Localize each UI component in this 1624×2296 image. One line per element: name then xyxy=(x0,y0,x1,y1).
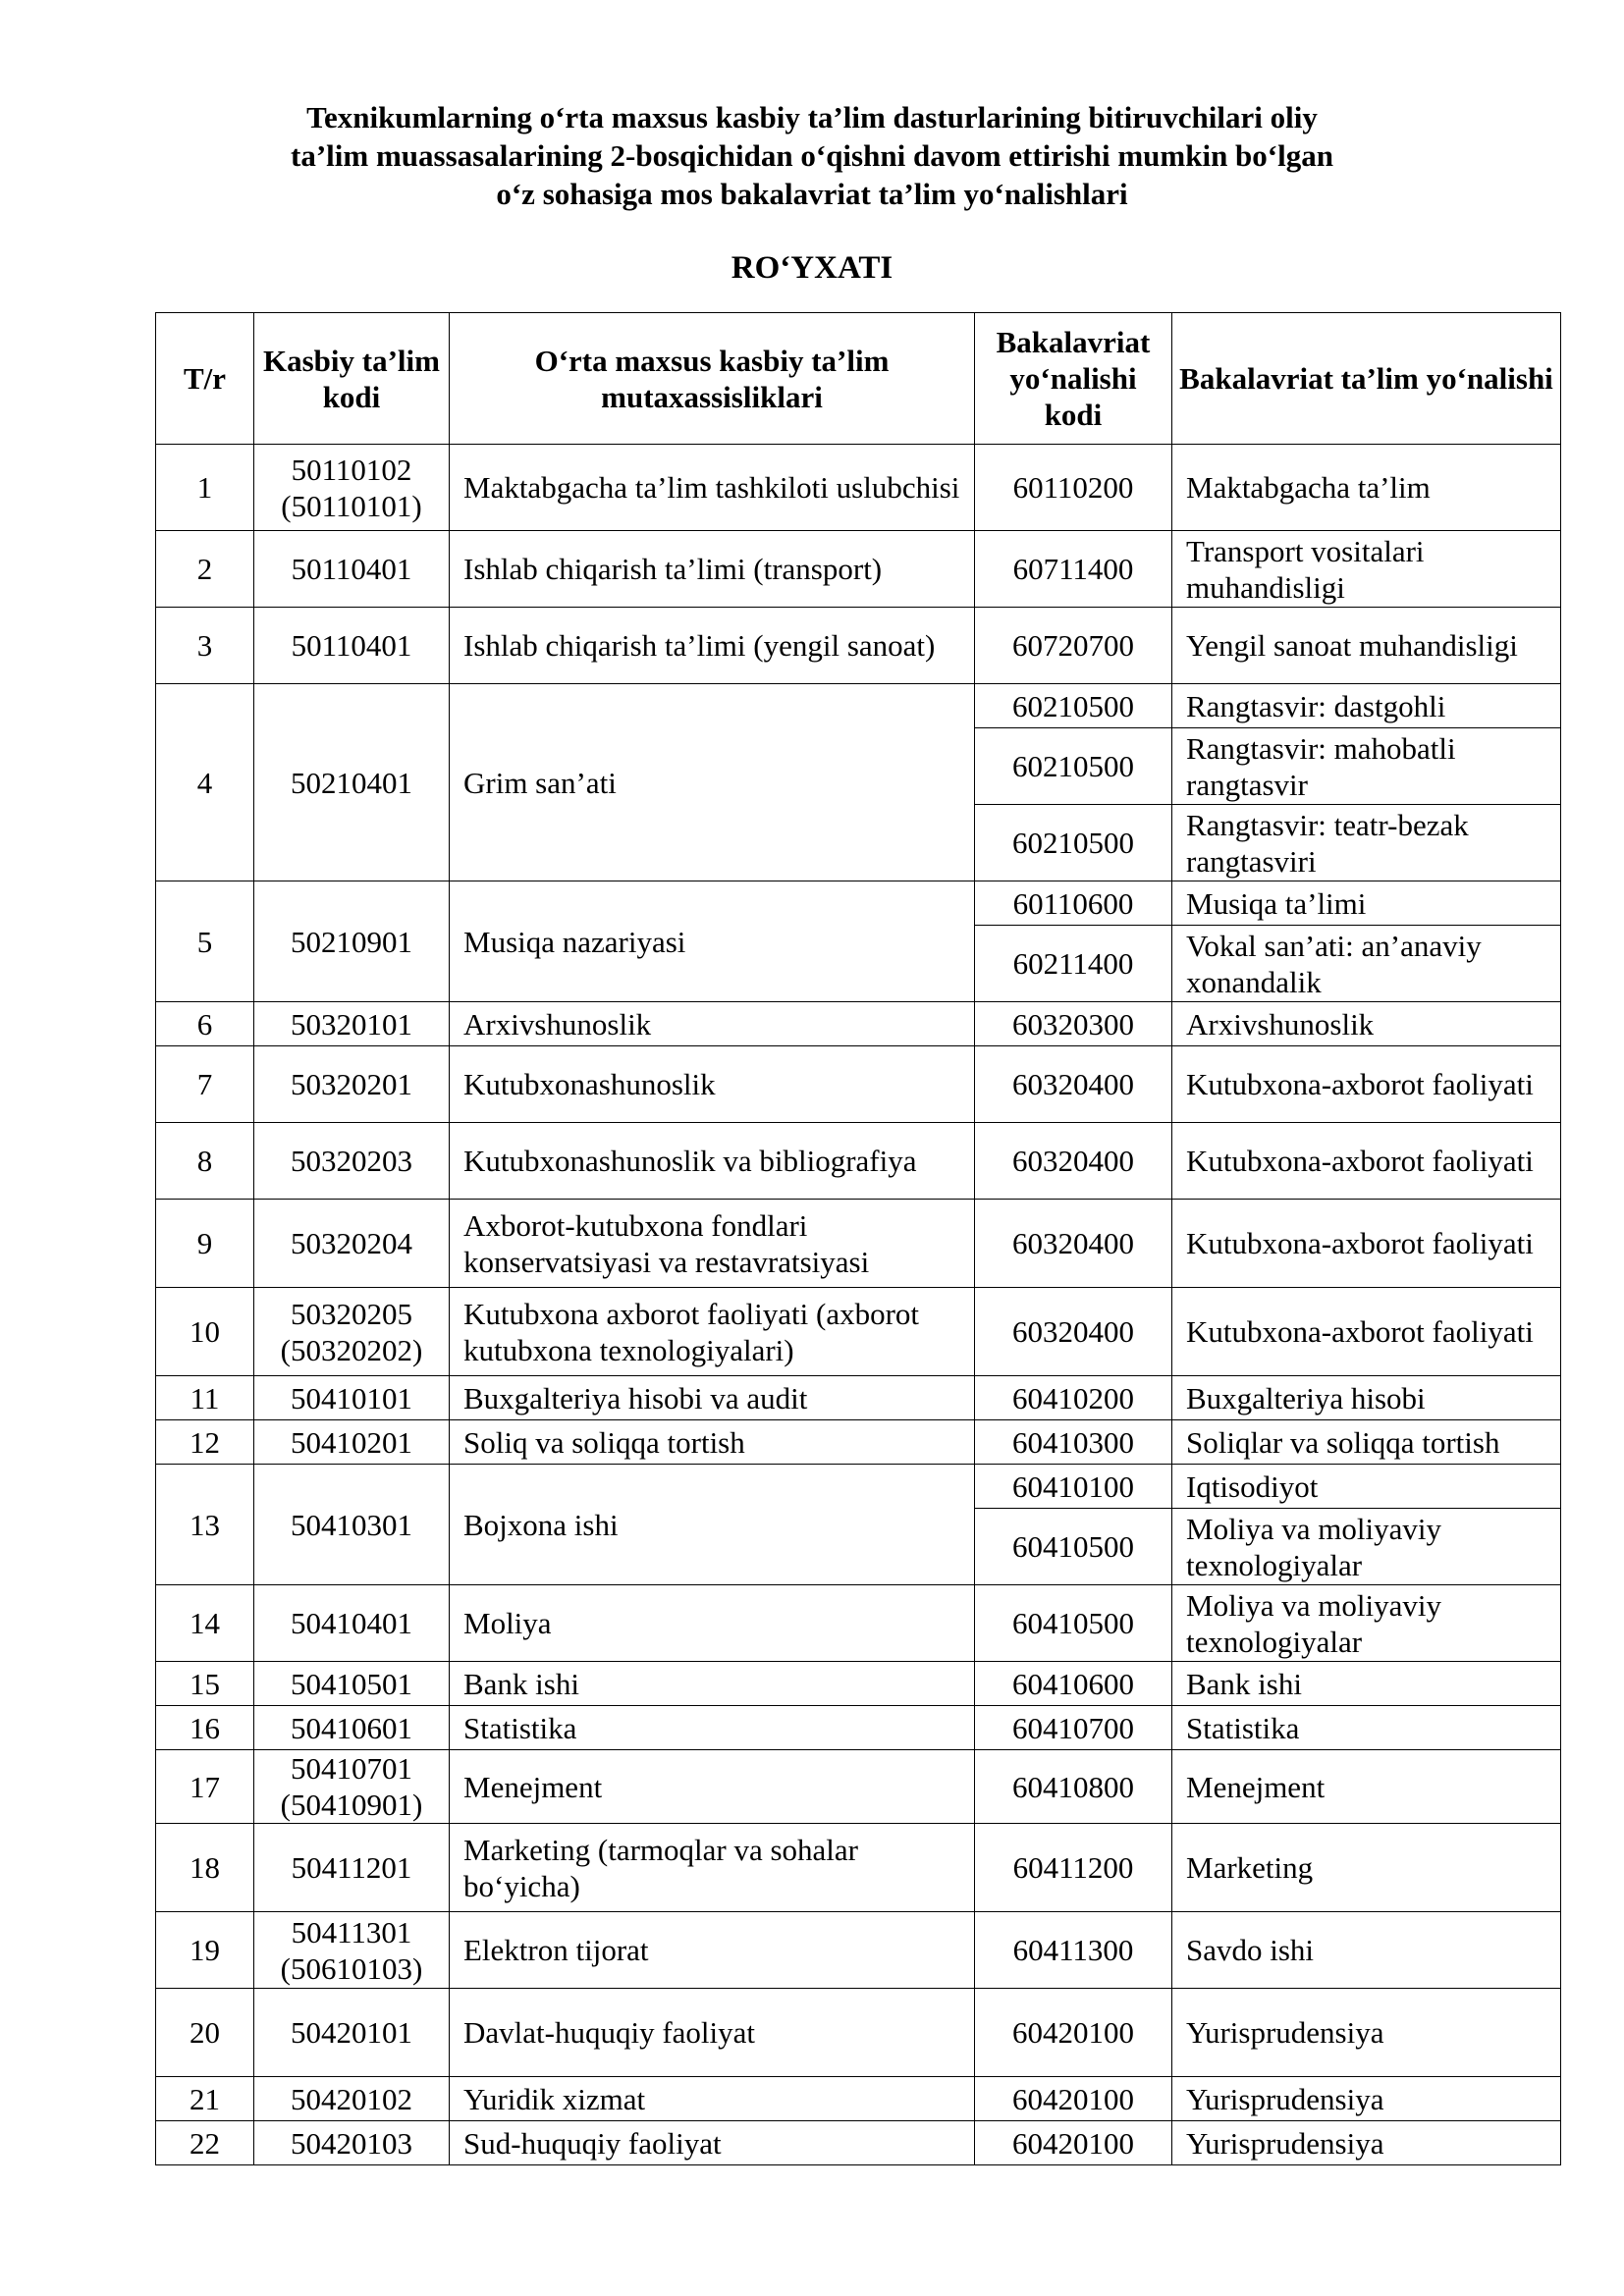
bachelor-direction-cell: Bank ishi xyxy=(1172,1662,1561,1706)
table-row xyxy=(156,608,1561,684)
vocational-code-cell: 50420101 xyxy=(254,1989,450,2077)
vocational-code-cell: 50410501 xyxy=(254,1662,450,1706)
row-number-cell: 2 xyxy=(156,531,254,608)
column-header-bachelor-direction: Bakalavriat ta’lim yo‘nalishi xyxy=(1172,313,1561,445)
vocational-code-cell: 50411201 xyxy=(254,1824,450,1912)
vocational-code-cell: 50210901 xyxy=(254,881,450,1002)
bachelor-direction-cell: Vokal san’ati: an’anaviy xonandalik xyxy=(1172,926,1561,1002)
vocational-code-cell: 50410201 xyxy=(254,1420,450,1465)
table-row xyxy=(156,1002,1561,1046)
table-row xyxy=(156,445,1561,531)
specialty-cell: Bojxona ishi xyxy=(450,1465,975,1585)
row-number-cell: 4 xyxy=(156,684,254,881)
bachelor-code-cell: 60410800 xyxy=(975,1750,1172,1824)
specialty-cell: Kutubxonashunoslik va bibliografiya xyxy=(450,1123,975,1200)
row-number-cell: 8 xyxy=(156,1123,254,1200)
vocational-code-cell: 50320203 xyxy=(254,1123,450,1200)
bachelor-direction-cell: Moliya va moliyaviy texnologiyalar xyxy=(1172,1509,1561,1585)
row-number-cell: 5 xyxy=(156,881,254,1002)
bachelor-code-cell: 60210500 xyxy=(975,728,1172,805)
specialty-cell: Buxgalteriya hisobi va audit xyxy=(450,1376,975,1420)
specialty-cell: Elektron tijorat xyxy=(450,1912,975,1989)
bachelor-direction-cell: Moliya va moliyaviy texnologiyalar xyxy=(1172,1585,1561,1662)
specialty-cell: Soliq va soliqqa tortish xyxy=(450,1420,975,1465)
bachelor-direction-cell: Kutubxona-axborot faoliyati xyxy=(1172,1046,1561,1123)
vocational-code-cell: 50320201 xyxy=(254,1046,450,1123)
bachelor-direction-cell: Musiqa ta’limi xyxy=(1172,881,1561,926)
row-number-cell: 9 xyxy=(156,1200,254,1288)
specialty-cell: Menejment xyxy=(450,1750,975,1824)
table-row xyxy=(156,1662,1561,1706)
specialty-cell: Kutubxonashunoslik xyxy=(450,1046,975,1123)
row-number-cell: 21 xyxy=(156,2077,254,2121)
vocational-code-cell: 50410301 xyxy=(254,1465,450,1585)
row-number-cell: 15 xyxy=(156,1662,254,1706)
table-row xyxy=(156,1824,1561,1912)
specialty-cell: Axborot-kutubxona fondlari konservatsiyasi va restavratsiyasi xyxy=(450,1200,975,1288)
vocational-code-cell: 50320101 xyxy=(254,1002,450,1046)
specialty-cell: Arxivshunoslik xyxy=(450,1002,975,1046)
bachelor-code-cell: 60720700 xyxy=(975,608,1172,684)
specialty-cell: Yuridik xizmat xyxy=(450,2077,975,2121)
table-row xyxy=(156,1420,1561,1465)
bachelor-direction-cell: Transport vositalari muhandisligi xyxy=(1172,531,1561,608)
row-number-cell: 16 xyxy=(156,1706,254,1750)
bachelor-direction-cell: Yurisprudensiya xyxy=(1172,1989,1561,2077)
table-row xyxy=(156,1465,1561,1509)
bachelor-code-cell: 60211400 xyxy=(975,926,1172,1002)
bachelor-direction-cell: Yurisprudensiya xyxy=(1172,2121,1561,2165)
row-number-cell: 20 xyxy=(156,1989,254,2077)
bachelor-direction-cell: Menejment xyxy=(1172,1750,1561,1824)
programs-table xyxy=(155,312,1561,2165)
row-number-cell: 3 xyxy=(156,608,254,684)
table-row xyxy=(156,2121,1561,2165)
specialty-cell: Davlat-huquqiy faoliyat xyxy=(450,1989,975,2077)
document-title xyxy=(147,98,1477,213)
bachelor-code-cell: 60411200 xyxy=(975,1824,1172,1912)
vocational-code-cell: 50420103 xyxy=(254,2121,450,2165)
table-row xyxy=(156,1989,1561,2077)
row-number-cell: 14 xyxy=(156,1585,254,1662)
specialty-cell: Kutubxona axborot faoliyati (axborot kutubxona texnologiyalari) xyxy=(450,1288,975,1376)
bachelor-code-cell: 60320400 xyxy=(975,1123,1172,1200)
vocational-code-cell: 50110401 xyxy=(254,608,450,684)
bachelor-code-cell: 60420100 xyxy=(975,2077,1172,2121)
table-row xyxy=(156,1706,1561,1750)
bachelor-direction-cell: Yengil sanoat muhandisligi xyxy=(1172,608,1561,684)
table-row xyxy=(156,881,1561,926)
specialty-cell: Sud-huquqiy faoliyat xyxy=(450,2121,975,2165)
table-row xyxy=(156,684,1561,728)
bachelor-direction-cell: Kutubxona-axborot faoliyati xyxy=(1172,1123,1561,1200)
bachelor-direction-cell: Iqtisodiyot xyxy=(1172,1465,1561,1509)
bachelor-code-cell: 60711400 xyxy=(975,531,1172,608)
table-row xyxy=(156,1750,1561,1824)
vocational-code-cell: 50210401 xyxy=(254,684,450,881)
row-number-cell: 11 xyxy=(156,1376,254,1420)
table-row xyxy=(156,1200,1561,1288)
table-row xyxy=(156,1123,1561,1200)
table-row xyxy=(156,2077,1561,2121)
specialty-cell: Ishlab chiqarish ta’limi (transport) xyxy=(450,531,975,608)
vocational-code-cell: 50420102 xyxy=(254,2077,450,2121)
bachelor-direction-cell: Soliqlar va soliqqa tortish xyxy=(1172,1420,1561,1465)
bachelor-code-cell: 60210500 xyxy=(975,805,1172,881)
specialty-cell: Marketing (tarmoqlar va sohalar bo‘yicha) xyxy=(450,1824,975,1912)
table-header-row xyxy=(156,313,1561,445)
bachelor-code-cell: 60420100 xyxy=(975,1989,1172,2077)
bachelor-direction-cell: Kutubxona-axborot faoliyati xyxy=(1172,1288,1561,1376)
row-number-cell: 12 xyxy=(156,1420,254,1465)
column-header-number: T/r xyxy=(156,313,254,445)
table-row xyxy=(156,1288,1561,1376)
bachelor-direction-cell: Maktabgacha ta’lim xyxy=(1172,445,1561,531)
row-number-cell: 22 xyxy=(156,2121,254,2165)
vocational-code-cell: 50410101 xyxy=(254,1376,450,1420)
table-row xyxy=(156,531,1561,608)
specialty-cell: Bank ishi xyxy=(450,1662,975,1706)
bachelor-code-cell: 60410600 xyxy=(975,1662,1172,1706)
bachelor-direction-cell: Marketing xyxy=(1172,1824,1561,1912)
vocational-code-cell: 50410601 xyxy=(254,1706,450,1750)
row-number-cell: 17 xyxy=(156,1750,254,1824)
bachelor-code-cell: 60110200 xyxy=(975,445,1172,531)
bachelor-direction-cell: Rangtasvir: mahobatli rangtasvir xyxy=(1172,728,1561,805)
row-number-cell: 13 xyxy=(156,1465,254,1585)
bachelor-code-cell: 60410300 xyxy=(975,1420,1172,1465)
bachelor-code-cell: 60410200 xyxy=(975,1376,1172,1420)
row-number-cell: 10 xyxy=(156,1288,254,1376)
column-header-specialty: O‘rta maxsus kasbiy ta’lim mutaxassisliklari xyxy=(450,313,975,445)
bachelor-direction-cell: Kutubxona-axborot faoliyati xyxy=(1172,1200,1561,1288)
bachelor-code-cell: 60110600 xyxy=(975,881,1172,926)
row-number-cell: 1 xyxy=(156,445,254,531)
specialty-cell: Statistika xyxy=(450,1706,975,1750)
vocational-code-cell: 50320204 xyxy=(254,1200,450,1288)
vocational-code-cell: 50411301 (50610103) xyxy=(254,1912,450,1989)
bachelor-code-cell: 60320300 xyxy=(975,1002,1172,1046)
vocational-code-cell: 50410701 (50410901) xyxy=(254,1750,450,1824)
bachelor-code-cell: 60210500 xyxy=(975,684,1172,728)
document-subtitle: RO‘YXATI xyxy=(731,250,893,286)
table-row xyxy=(156,1376,1561,1420)
bachelor-code-cell: 60320400 xyxy=(975,1288,1172,1376)
row-number-cell: 6 xyxy=(156,1002,254,1046)
bachelor-direction-cell: Statistika xyxy=(1172,1706,1561,1750)
specialty-cell: Ishlab chiqarish ta’limi (yengil sanoat) xyxy=(450,608,975,684)
vocational-code-cell: 50320205 (50320202) xyxy=(254,1288,450,1376)
bachelor-direction-cell: Buxgalteriya hisobi xyxy=(1172,1376,1561,1420)
row-number-cell: 18 xyxy=(156,1824,254,1912)
specialty-cell: Grim san’ati xyxy=(450,684,975,881)
bachelor-code-cell: 60410500 xyxy=(975,1585,1172,1662)
column-header-vocational-code: Kasbiy ta’lim kodi xyxy=(254,313,450,445)
specialty-cell: Musiqa nazariyasi xyxy=(450,881,975,1002)
table-row xyxy=(156,1585,1561,1662)
bachelor-code-cell: 60410700 xyxy=(975,1706,1172,1750)
bachelor-direction-cell: Savdo ishi xyxy=(1172,1912,1561,1989)
bachelor-direction-cell: Rangtasvir: dastgohli xyxy=(1172,684,1561,728)
specialty-cell: Moliya xyxy=(450,1585,975,1662)
table-row xyxy=(156,1912,1561,1989)
title-line: o‘z sohasiga mos bakalavriat ta’lim yo‘nalishlari xyxy=(496,177,1128,211)
row-number-cell: 19 xyxy=(156,1912,254,1989)
vocational-code-cell: 50110102 (50110101) xyxy=(254,445,450,531)
bachelor-direction-cell: Arxivshunoslik xyxy=(1172,1002,1561,1046)
bachelor-code-cell: 60320400 xyxy=(975,1046,1172,1123)
row-number-cell: 7 xyxy=(156,1046,254,1123)
vocational-code-cell: 50110401 xyxy=(254,531,450,608)
column-header-bachelor-code: Bakalavriat yo‘nalishi kodi xyxy=(975,313,1172,445)
bachelor-code-cell: 60420100 xyxy=(975,2121,1172,2165)
table-row xyxy=(156,1046,1561,1123)
title-line: Texnikumlarning o‘rta maxsus kasbiy ta’lim dasturlarining bitiruvchilari oliy xyxy=(306,100,1318,134)
bachelor-code-cell: 60411300 xyxy=(975,1912,1172,1989)
bachelor-code-cell: 60410500 xyxy=(975,1509,1172,1585)
bachelor-code-cell: 60410100 xyxy=(975,1465,1172,1509)
title-line: ta’lim muassasalarining 2-bosqichidan o‘qishni davom ettirishi mumkin bo‘lgan xyxy=(291,138,1333,173)
bachelor-direction-cell: Yurisprudensiya xyxy=(1172,2077,1561,2121)
bachelor-direction-cell: Rangtasvir: teatr-bezak rangtasviri xyxy=(1172,805,1561,881)
vocational-code-cell: 50410401 xyxy=(254,1585,450,1662)
bachelor-code-cell: 60320400 xyxy=(975,1200,1172,1288)
specialty-cell: Maktabgacha ta’lim tashkiloti uslubchisi xyxy=(450,445,975,531)
